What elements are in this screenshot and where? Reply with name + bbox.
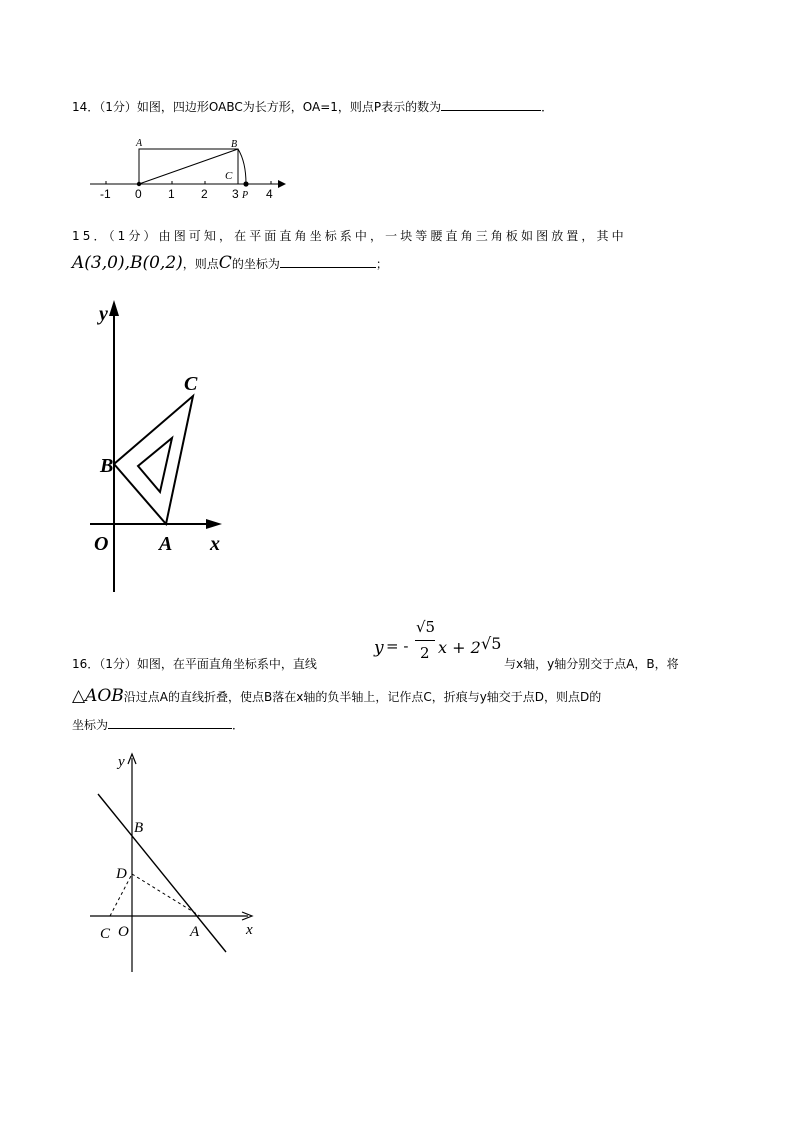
q16-figure — [84, 748, 264, 976]
q16-number: 16．（1分） — [72, 657, 137, 671]
q16-label-a: A — [190, 924, 200, 940]
q14-point-p — [243, 181, 248, 186]
q16-eq-numerator: √5 — [416, 618, 436, 636]
q16-text4: 坐标为 — [72, 718, 109, 732]
q16-end: ． — [232, 718, 245, 732]
q16-eq-sign: = - — [386, 637, 409, 655]
q16-text1: 如图，在平面直角坐标系中，直线 — [136, 657, 317, 671]
q16-answer-blank[interactable] — [108, 716, 232, 729]
q15-label-o: O — [94, 533, 109, 555]
q16-text3: 沿过点A的直线折叠，使点B落在x轴的负半轴上，记作点C，折痕与y轴交于点D，则点D的 — [123, 690, 602, 704]
q14-arrow-icon — [278, 180, 286, 188]
q16-line3 — [72, 716, 244, 733]
q15-label-y: y — [99, 303, 108, 325]
q15-point-c: C — [218, 253, 232, 273]
q16-eq-root: √5 — [481, 634, 502, 653]
q15-text3: 的坐标为 — [231, 257, 280, 271]
q15-label-b: B — [100, 455, 114, 477]
q14-label-b: B — [231, 139, 238, 150]
q16-text2: 与x轴，y轴分别交于点A，B，将 — [504, 657, 679, 671]
q14-diagonal-ob — [139, 149, 238, 184]
q14-line — [72, 98, 553, 115]
q14-label-a: A — [136, 138, 143, 149]
q14-tick-label: 3 — [232, 187, 239, 201]
q16-line1b — [504, 656, 679, 672]
q16-line1 — [72, 656, 317, 672]
q14-figure — [86, 132, 292, 204]
q15-label-x: x — [210, 533, 220, 555]
q15-number: 15．（1分） — [72, 229, 159, 243]
q16-eq-lhs: y — [374, 638, 384, 658]
q15-answer-blank[interactable] — [280, 255, 376, 268]
q14-arc — [238, 149, 246, 184]
q14-label-c: C — [225, 170, 233, 182]
q15-triangle-inner — [138, 438, 172, 492]
q15-end: ； — [375, 257, 388, 271]
q16-label-c: C — [100, 926, 111, 942]
q14-end: ． — [541, 100, 554, 114]
q16-label-o: O — [118, 924, 129, 940]
q15-text2: ，则点 — [182, 257, 219, 271]
q16-label-d: D — [116, 866, 127, 882]
q15-figure — [88, 296, 238, 596]
q14-tick-label: 2 — [201, 187, 208, 201]
q16-triangle-symbol: △AOB — [72, 686, 124, 706]
q15-line2 — [72, 252, 388, 275]
q14-text: 如图，四边形OABC为长方形，OA=1，则点P表示的数为 — [136, 100, 442, 114]
q16-equation — [374, 618, 502, 666]
q15-label-a: A — [159, 533, 173, 555]
q16-label-x: x — [246, 922, 253, 938]
q16-eq-denominator: 2 — [420, 644, 430, 662]
q16-dashed-da — [132, 874, 200, 916]
q15-line1 — [72, 228, 627, 244]
q14-tick-label: -1 — [100, 187, 111, 201]
q15-y-arrow-icon — [109, 300, 119, 316]
q16-label-b: B — [134, 820, 144, 836]
q15-coords: A(3,0),B(0,2) — [72, 253, 183, 273]
q16-label-y: y — [118, 754, 125, 770]
q15-triangle-outer — [114, 396, 193, 524]
q16-line2 — [72, 686, 601, 707]
q14-tick-label: 4 — [266, 187, 273, 201]
q15-label-c: C — [184, 373, 198, 395]
q14-number: 14．（1分） — [72, 100, 137, 114]
q14-label-p: P — [242, 190, 249, 201]
q14-tick-label: 0 — [135, 187, 142, 201]
q14-point-o — [137, 182, 141, 186]
q14-answer-blank[interactable] — [441, 98, 541, 111]
q16-eq-fraction-bar — [415, 640, 435, 641]
q14-tick-label: 1 — [168, 187, 175, 201]
q16-eq-x-term: x + 2 — [438, 638, 481, 657]
q15-x-arrow-icon — [206, 519, 222, 529]
q15-text1: 由图可知，在平面直角坐标系中，一块等腰直角三角板如图放置，其中 — [158, 229, 627, 243]
